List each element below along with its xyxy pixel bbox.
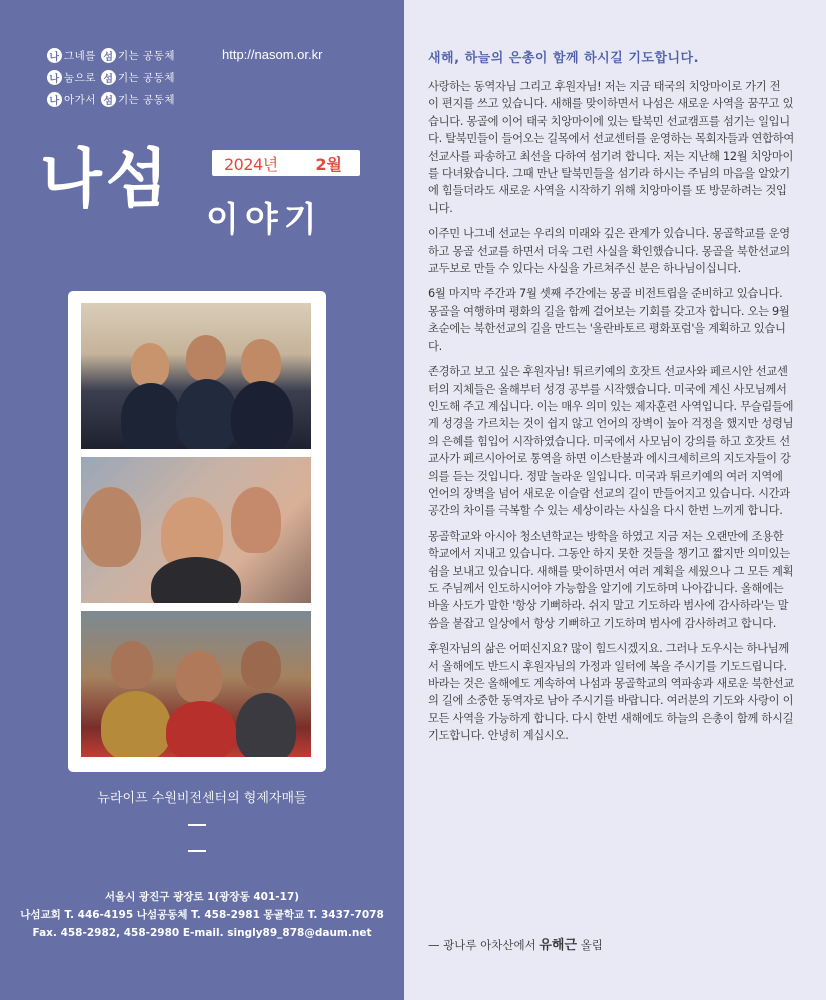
letter-paragraph: 6월 마지막 주간과 7월 셋째 주간에는 몽골 비전트립을 준비하고 있습니다. 몽골을 여행하며 평화의 길을 함께 걸어보는 기회를 갖고자 합니다. 오는 9월 초순에는 북한선교의 길을 만드는 '울란바토르 평화포럼'을 계획하고 있습니다. [428, 287, 790, 353]
signature-suffix: 올림 [580, 938, 603, 952]
motto-badge: 섬 [101, 48, 116, 63]
letter-title: 새해, 하늘의 은총이 함께 하시길 기도합니다. [428, 51, 700, 66]
letter-paragraph: 후원자님의 삶은 어떠신지요? 많이 힘드시겠지요. 그러나 도우시는 하나님께서 올해에도 반드시 후원자님의 가정과 일터에 복을 주시기를 기도드립니다. 바라는 것은 올해에도 계속하여 나섬과 몽골학교의 역파송과 새로운 북한선교의 길에 소중한 동역자로 남아 주시기를 바랍니다. 여러분의 기도와 사랑이 이 모든 사역을 가능하게 합니다. 다시 한번 새해에도 하늘의 은총이 함께 하시길 기도합니다. 안녕히 계십시오. [428, 642, 794, 743]
motto-line [47, 44, 175, 66]
photo-caption: 뉴라이프 수원비전센터의 형제자매들 [97, 791, 307, 806]
motto-text: 기는 공동체 [117, 71, 175, 84]
letter-paragraph: 사랑하는 동역자님 그리고 후원자님! 저는 지금 태국의 치앙마이로 가기 전 이 편지를 쓰고 있습니다. 새해를 맞이하면서 나섬은 새로운 사역을 꿈꾸고 있습니다. 몽골에 이어 태국 치앙마이에 있는 탈북민 선교캠프를 섬기는 일입니다. 탈북민들이 들어오는 길목에서 선교센터를 운영하는 목회자들과 연합하여 선교사를 파송하고 최선을 다하여 섬기려 합니다. 저는 지난해 12월 치앙마이를 다녀왔습니다. 그때 만난 탈북민들을 섬기라 하시는 주님의 마음을 알았기에 힘들더라도 새로운 사역을 시작하기 위해 치앙마이를 또 방문하려는 것입니다. [428, 80, 794, 215]
letter-signature [428, 934, 603, 953]
issue-month: 2월 [315, 154, 342, 174]
photo-worship-young-men [81, 303, 311, 449]
cover-panel [0, 0, 404, 1000]
motto-line [47, 88, 175, 110]
photo-smiling-congregation [81, 611, 311, 757]
divider [188, 850, 206, 852]
motto-badge: 나 [47, 70, 62, 85]
motto-text: 그네를 [64, 49, 96, 62]
motto-text: 눔으로 [64, 71, 96, 84]
signature-name: 유해근 [539, 938, 578, 953]
motto-badge: 나 [47, 92, 62, 107]
motto-badge: 섬 [101, 70, 116, 85]
letter-paragraph: 몽골학교와 아시아 청소년학교는 방학을 하였고 지금 저는 오랜만에 조용한 학교에서 지내고 있습니다. 그동안 하지 못한 것들을 챙기고 짧지만 의미있는 쉼을 보내고 있습니다. 새해를 맞이하면서 여러 계획을 세웠으나 그 모든 계획도 주님께서 인도하시어야 가능함을 알기에 기도하며 나아갑니다. 올해에는 바울 사도가 말한 '항상 기뻐하라. 쉬지 말고 기도하라 범사에 감사하라'는 말씀을 붙잡고 일상에서 항상 기뻐하고 기도하며 범사에 감사하려고 합니다. [428, 529, 794, 630]
motto-text: 기는 공동체 [117, 49, 175, 62]
motto-list [47, 44, 175, 110]
website-link[interactable]: http://nasom.or.kr [222, 47, 323, 62]
fax-email-line: Fax. 458-2982, 458-2980 E-mail. singly89_878@daum.net [32, 927, 372, 939]
address-line: 서울시 광진구 광장로 1(광장동 401-17) [104, 891, 300, 903]
letter-paragraph: 이주민 나그네 선교는 우리의 미래와 깊은 관계가 있습니다. 몽골학교를 운영하고 몽골 선교를 하면서 더욱 그런 사실을 확인했습니다. 몽골을 북한선교의 교두보로 만들 수 있다는 사실을 가르쳐주신 분은 하나님이십니다. [428, 227, 790, 276]
contact-info [0, 888, 404, 942]
motto-text: 아가서 [64, 93, 96, 106]
signature-prefix: — 광나루 아차산에서 [428, 938, 536, 952]
motto-badge: 섬 [101, 92, 116, 107]
photo-worship-women [81, 457, 311, 603]
motto-badge: 나 [47, 48, 62, 63]
divider [188, 824, 206, 826]
phone-line: 나섬교회 T. 446-4195 나섬공동체 T. 458-2981 몽골학교 T. 3437-7078 [20, 909, 384, 921]
letter-paragraph: 존경하고 보고 싶은 후원자님! 튀르키예의 호잣트 선교사와 페르시안 선교센터의 지체들은 올해부터 성경 공부를 시작했습니다. 미국에 계신 사모님께서 인도해 주고 계십니다. 이는 매우 의미 있는 제자훈련 사역입니다. 무슬림들에게 성경을 가르치는 것이 쉽지 않고 언어의 장벽이 높아 걱정을 했지만 성령님의 은혜를 힘입어 시작하였습니다. 미국에서 사모님이 강의를 하고 호잣트 선교사가 페르시아어로 통역을 하면 이스탄불과 에시크세히르의 지도자들이 강의를 듣는 것입니다. 정말 놀라운 일입니다. 미국과 튀르키예의 여러 지역에 언어의 장벽을 넘어 새로운 이슬람 선교의 길이 만들어지고 있습니다. 시간과 공간의 차이를 극복할 수 있는 세상이라는 사실을 다시 한번 느끼게 합니다. [428, 365, 794, 518]
masthead-subtitle: 이야기 [206, 200, 323, 240]
issue-date [212, 150, 360, 176]
motto-line [47, 66, 175, 88]
photo-frame [68, 291, 326, 772]
motto-text: 기는 공동체 [117, 93, 175, 106]
letter-body [428, 78, 794, 753]
masthead-title: 나섬 [40, 143, 172, 217]
issue-year: 2024년 [224, 154, 278, 174]
